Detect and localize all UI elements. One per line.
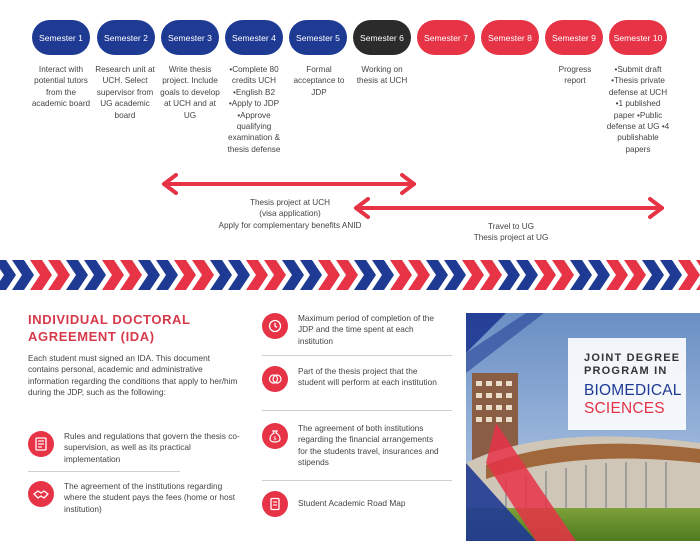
- ida-item-fees-text: The agreement of the institutions regarding where the student pays the fees (home or host institution): [64, 481, 236, 514]
- semester-7-pill: Semester 7: [417, 20, 475, 55]
- chevron-pattern: [0, 258, 700, 292]
- semester-2-pill: Semester 2: [97, 20, 155, 55]
- ida-item-period-text: Maximum period of completion of the JDP and the time spent at each institution: [298, 313, 435, 346]
- arrow-ug-label: Travel to UG Thesis project at UG: [473, 222, 549, 243]
- ida-item-roadmap-text: Student Academic Road Map: [298, 498, 406, 508]
- ida-intro: Each student must signed an IDA. This document contains personal, academic and administrative information regarding the conditions that apply to her/him during the JDP, such as the following:: [28, 353, 238, 397]
- ida-item-financial-text: The agreement of both institutions regarding the financial arrangements for the students travel, insurances and stipends: [298, 423, 439, 467]
- svg-text:$: $: [273, 436, 277, 442]
- handshake-icon: [28, 481, 54, 507]
- divider: [262, 410, 452, 411]
- semester-10-desc: •Submit draft •Thesis private defense at UCH •1 published paper •Public defense at UG •4 publishable papers: [606, 65, 670, 154]
- semester-3-pill: Semester 3: [161, 20, 219, 55]
- clock-icon: [262, 313, 288, 339]
- semester-8-pill: Semester 8: [481, 20, 539, 55]
- arrow-uch-label: Thesis project at UCH (visa application) Apply for complementary benefits ANID: [218, 198, 362, 230]
- coins-icon: [262, 366, 288, 392]
- semester-6-desc: Working on thesis at UCH: [356, 65, 408, 86]
- semester-4-desc: •Complete 80 credits UCH •English B2 •Apply to JDP •Approve qualifying examination & thesis defense: [227, 65, 281, 154]
- semester-1-pill: Semester 1: [32, 20, 90, 55]
- ida-item-roadmap: [262, 491, 442, 517]
- divider: [28, 471, 180, 472]
- semester-1-desc: Interact with potential tutors from the academic board: [31, 65, 91, 109]
- divider: [262, 355, 452, 356]
- ida-item-financial: [262, 423, 442, 468]
- semester-5-pill: Semester 5: [289, 20, 347, 55]
- semester-10-pill: Semester 10: [609, 20, 667, 55]
- ida-item-fees: [28, 481, 243, 515]
- program-line-2: PROGRAM IN: [584, 365, 668, 377]
- semester-9-pill: Semester 9: [545, 20, 603, 55]
- ida-title: INDIVIDUAL DOCTORAL AGREEMENT (IDA): [28, 312, 191, 344]
- divider: [262, 480, 452, 481]
- chevron-mark: [0, 260, 16, 290]
- program-line-4: SCIENCES: [584, 400, 665, 417]
- chevron-divider: [0, 258, 700, 292]
- program-badge: [568, 338, 686, 430]
- ida-item-rules-text: Rules and regulations that govern the thesis co-supervision, as well as its practical implementation: [64, 431, 240, 464]
- program-line-3: BIOMEDICAL: [584, 382, 682, 399]
- ida-item-thesis-part: [262, 366, 442, 392]
- arrow-ug: [356, 199, 662, 217]
- ida-item-rules: [28, 431, 243, 465]
- semester-3-desc: Write thesis project. Include goals to develop at UCH and at UG: [160, 65, 220, 120]
- semester-2-desc: Research unit at UCH. Select supervisor from UG academic board: [95, 65, 155, 120]
- program-line-1: JOINT DEGREE: [584, 352, 681, 364]
- money-bag-icon: [262, 423, 288, 449]
- semester-6-pill: Semester 6: [353, 20, 411, 55]
- semester-9-desc: Progress report: [558, 65, 592, 86]
- semester-5-desc: Formal acceptance to JDP: [293, 65, 345, 97]
- arrow-uch: [164, 175, 414, 193]
- semester-4-pill: Semester 4: [225, 20, 283, 55]
- ida-item-thesis-part-text: Part of the thesis project that the student will perform at each institution: [298, 366, 437, 388]
- roadmap-document-icon: [262, 491, 288, 517]
- ida-item-period: [262, 313, 442, 347]
- document-list-icon: [28, 431, 54, 457]
